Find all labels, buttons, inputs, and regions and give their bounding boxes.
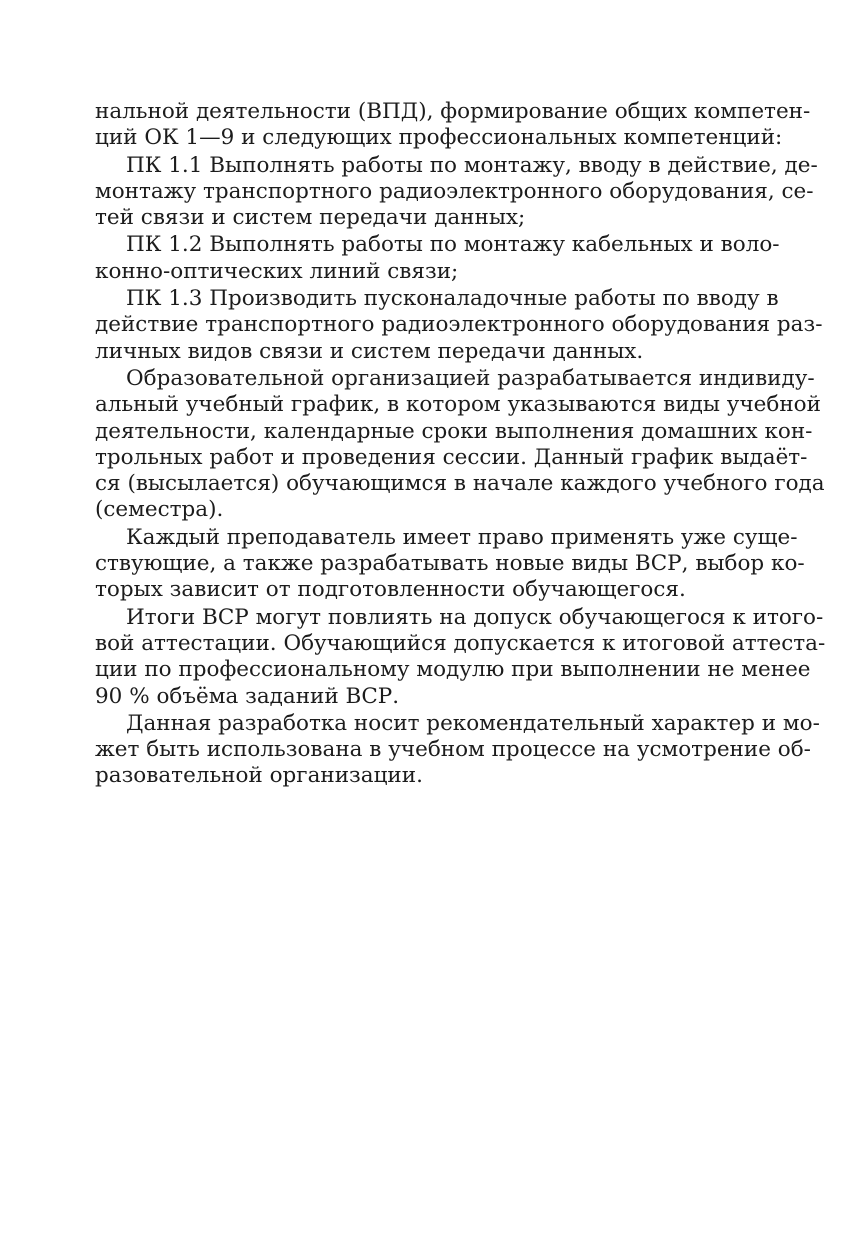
- text-line: Данная разработка носит рекомендательный характер и мо-: [126, 710, 820, 736]
- text-line: трольных работ и проведения сессии. Данный график выдаёт-: [95, 444, 808, 470]
- text-line: вой аттестации. Обучающийся допускается к итоговой аттеста-: [95, 630, 826, 656]
- text-line: (семестра).: [95, 497, 224, 523]
- text-line: 90 % объёма заданий ВСР.: [95, 683, 400, 709]
- paragraph-teacher: [95, 524, 805, 604]
- paragraph-pk-1-1: [95, 152, 818, 232]
- text-line: альный учебный график, в котором указываются виды учебной: [95, 392, 821, 418]
- paragraph-results: [95, 604, 826, 710]
- text-line: монтажу транспортного радиоэлектронного оборудования, се-: [95, 178, 814, 204]
- text-line: разовательной организации.: [95, 763, 423, 789]
- text-line: конно-оптических линий связи;: [95, 258, 459, 284]
- text-line: Итоги ВСР могут повлиять на допуск обучающегося к итого-: [126, 604, 824, 630]
- text-line: торых зависит от подготовленности обучающегося.: [95, 577, 686, 603]
- text-line: ПК 1.3 Производить пусконаладочные работы по вводу в: [126, 286, 779, 312]
- text-line: ПК 1.2 Выполнять работы по монтажу кабельных и воло-: [126, 232, 780, 258]
- text-line: ций ОК 1—9 и следующих профессиональных компетенций:: [95, 125, 783, 151]
- text-line: ся (высылается) обучающимся в начале каждого учебного года: [95, 471, 825, 497]
- text-line: жет быть использована в учебном процессе на усмотрение об-: [95, 737, 811, 763]
- text-line: ПК 1.1 Выполнять работы по монтажу, вводу в действие, де-: [126, 152, 818, 178]
- text-line: деятельности, календарные сроки выполнения домашних кон-: [95, 418, 813, 444]
- paragraph-schedule: [95, 365, 825, 524]
- text-line: Каждый преподаватель имеет право применять уже суще-: [126, 524, 798, 550]
- text-line: ствующие, а также разрабатывать новые виды ВСР, выбор ко-: [95, 551, 805, 577]
- text-line: тей связи и систем передачи данных;: [95, 205, 526, 231]
- text-line: действие транспортного радиоэлектронного оборудования раз-: [95, 312, 823, 338]
- text-line: Образовательной организацией разрабатывается индивиду-: [126, 365, 815, 391]
- paragraph-intro: [95, 99, 811, 152]
- paragraph-recommendation: [95, 710, 820, 790]
- text-line: ции по профессиональному модулю при выполнении не менее: [95, 657, 811, 683]
- text-line: нальной деятельности (ВПД), формирование общих компетен-: [95, 99, 811, 124]
- document-page: [95, 99, 826, 791]
- paragraph-pk-1-3: [95, 286, 823, 365]
- paragraph-pk-1-2: [95, 232, 780, 285]
- text-line: личных видов связи и систем передачи данных.: [95, 338, 644, 364]
